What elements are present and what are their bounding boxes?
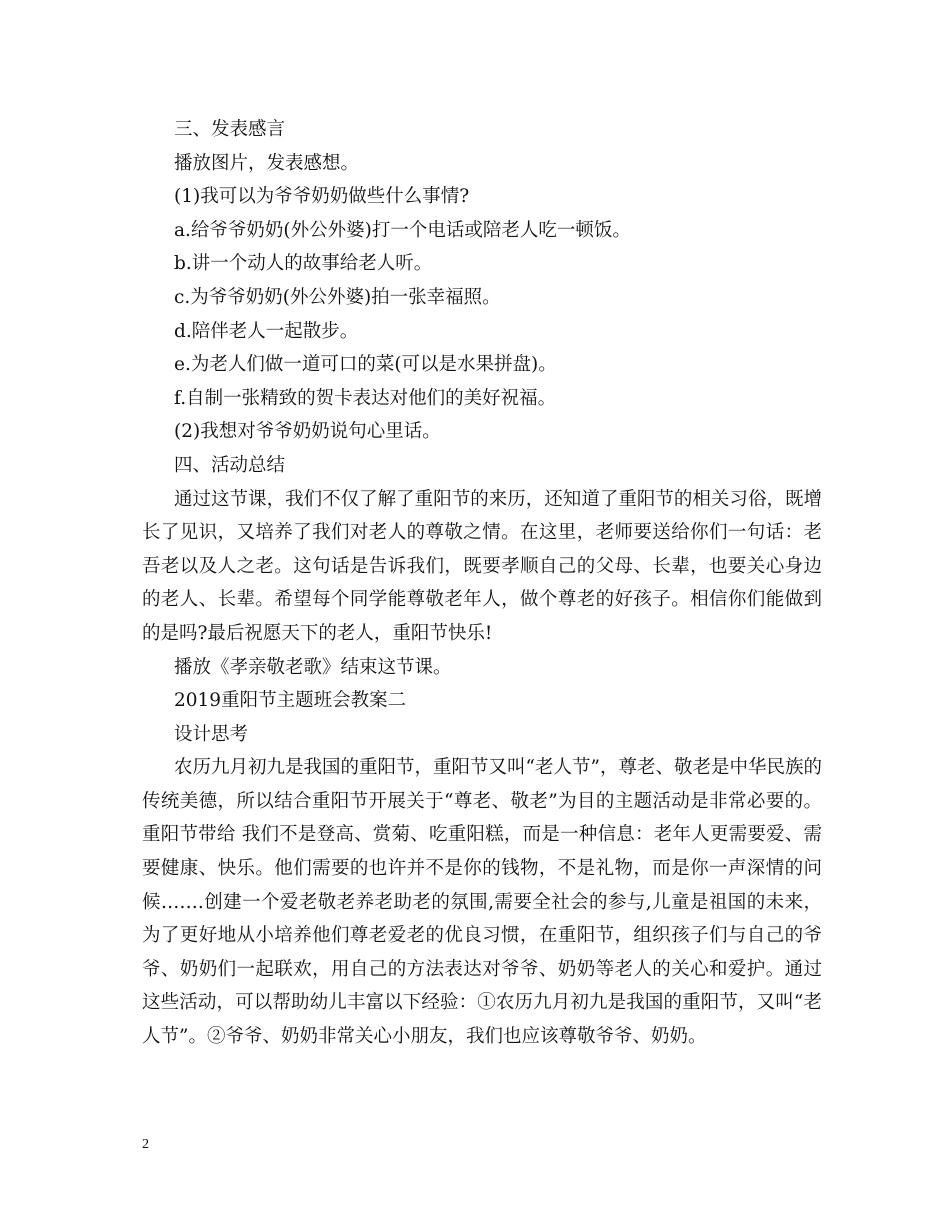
summary-paragraph: 通过这节课，我们不仅了解了重阳节的来历，还知道了重阳节的相关习俗，既增长了见识，又培养了我们对老人的尊敬之情。在这里，老师要送给你们一句话：老吾老以及人之老。这句话是告诉我们，既要孝顺自己的父母、长辈，也要关心身边的老人、长辈。希望每个同学能尊敬老年人，做个尊老的好孩子。相信你们能做到的是吗?最后祝愿天下的老人，重阳节快乐!: [142, 488, 822, 644]
list-item-a: a.给爷爷奶奶(外公外婆)打一个电话或陪老人吃一顿饭。: [174, 219, 631, 241]
design-paragraph: 农历九月初九是我国的重阳节，重阳节又叫“老人节”，尊老、敬老是中华民族的传统美德，所以结合重阳节开展关于“尊老、敬老”为目的主题活动是非常必要的。重阳节带给 我们不是登高、赏菊、吃重阳糕，而是一种信息：老年人更需要爱、需要健康、快乐。他们需要的也许并不是你的钱物，不是礼物，而是你一声深情的问候…….创建一个爱老敬老养老助老的氛围,需要全社会的参与,儿童是祖国的未来，为了更好地从小培养他们尊老爱老的优良习惯，在重阳节，组织孩子们与自己的爷爷、奶奶们一起联欢，用自己的方法表达对爷爷、奶奶等老人的关心和爱护。通过这些活动，可以帮助幼儿丰富以下经验：①农历九月初九是我国的重阳节，又叫“老人节”。②爷爷、奶奶非常关心小朋友，我们也应该尊敬爷爷、奶奶。: [142, 757, 822, 1048]
list-item-d: d.陪伴老人一起散步。: [174, 320, 359, 342]
subheading: 设计思考: [174, 723, 249, 745]
page-content: [142, 113, 822, 1054]
list-item-c: c.为爷爷奶奶(外公外婆)拍一张幸福照。: [174, 286, 501, 308]
list-item-b: b.讲一个动人的故事给老人听。: [174, 253, 433, 275]
section-heading-4: 四、活动总结: [174, 454, 286, 476]
question-1: (1)我可以为爷爷奶奶做些什么事情?: [174, 186, 470, 208]
question-2: (2)我想对爷爷奶奶说句心里话。: [174, 421, 441, 443]
section-heading-3: 三、发表感言: [174, 119, 286, 140]
list-item-f: f.自制一张精致的贺卡表达对他们的美好祝福。: [174, 387, 557, 409]
text-line: 播放图片，发表感想。: [174, 152, 360, 174]
text-line: 播放《孝亲敬老歌》结束这节课。: [174, 656, 452, 678]
list-item-e: e.为老人们做一道可口的菜(可以是水果拼盘)。: [174, 354, 557, 376]
page-number: 2: [142, 1137, 149, 1152]
lesson-plan-title: 2019重阳节主题班会教案二: [174, 690, 407, 712]
